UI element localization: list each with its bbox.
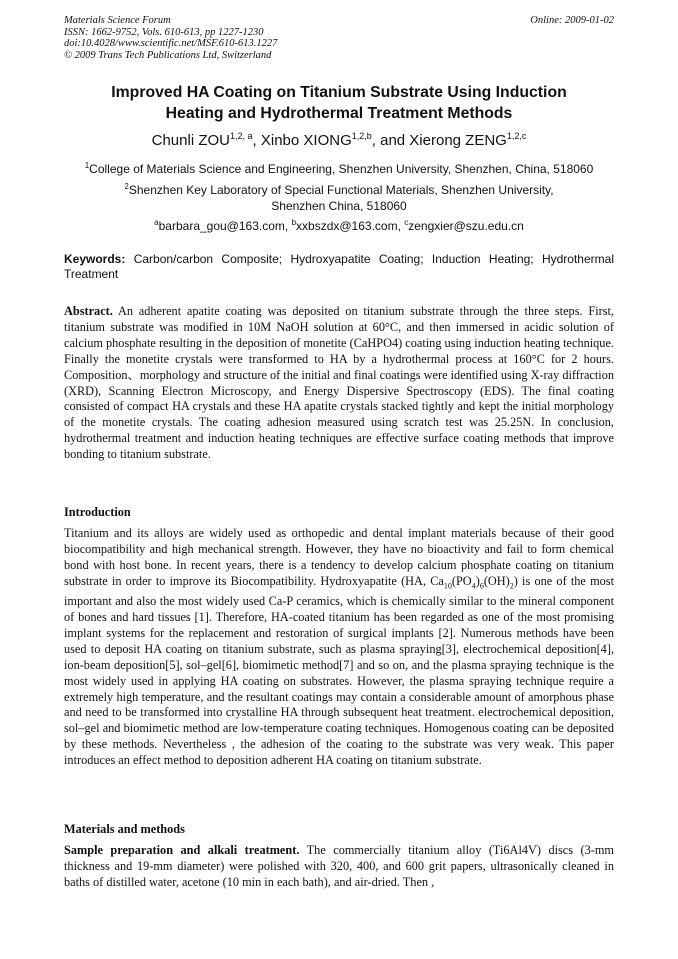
intro-text: (OH) — [483, 573, 510, 588]
journal-header — [64, 15, 614, 61]
affiliation-1-mark: 1 — [84, 161, 90, 170]
journal-name: Materials Science Forum — [64, 15, 171, 26]
author-1: Chunli ZOU — [151, 132, 230, 149]
author-separator: , — [371, 132, 381, 149]
abstract — [64, 304, 614, 463]
doi-line: doi:10.4028/www.scientific.net/MSF.610-613.1227 — [64, 38, 278, 50]
title-line-2: Heating and Hydrothermal Treatment Methods — [165, 105, 513, 122]
paper-title — [64, 82, 614, 124]
materials-subheading: Sample preparation and alkali treatment. — [64, 843, 300, 857]
author-3: and Xierong ZENG — [380, 132, 507, 149]
affiliation-2-line-1: Shenzhen Key Laboratory of Special Functional Materials, Shenzhen University, — [128, 183, 554, 197]
materials-heading: Materials and methods — [64, 822, 185, 836]
formula-subscript: 2 — [509, 581, 514, 591]
abstract-text: An adherent apatite coating was deposited on titanium substrate through the three steps. First, titanium substrate was modified in 10M NaOH solution at 60°C, and then immersed in acidic solution of calcium phosphate resulting in the deposition of monetite (CaHPO4) coating using induction heating technique. Finally the monetite crystals were transformed to HA by a hydrothermal process at 160°C for 2 hours. Composition、morphology and structure of the initial and final coatings were identified using X-ray diffraction (XRD), Scanning Electron Microscopy, and Energy Dispersive Spectroscopy (EDS). The final coating consisted of compact HA crystals and these HA apatite crystals stacked tightly and kept the initial morphology of the monetite crystals. The coating adhesion measured using scratch test was 25.25N. In conclusion, hydrothermal treatment and induction heating techniques are effective surface coating methods that improve bonding to titanium substrate. — [64, 304, 614, 462]
intro-text: ) — [475, 573, 480, 588]
author-1-affil: 1,2, a — [229, 131, 253, 141]
author-list — [64, 131, 614, 149]
email-b: xxbszdx@163.com, — [296, 219, 405, 233]
email-a: barbara_gou@163.com, — [158, 219, 292, 233]
author-2: Xinbo XIONG — [260, 132, 352, 149]
formula-subscript: 10 — [443, 581, 452, 591]
author-2-affil: 1,2,b — [351, 131, 372, 141]
intro-text: (PO — [451, 573, 472, 588]
formula-subscript: 4 — [471, 581, 476, 591]
intro-text: ) is one of the most important and also the most widely used Ca-P ceramics, which is chemically similar to the mineral component of bones and hard tissues [1]. Therefore, HA-coated titanium has been regarded as one of the most promising implant systems for the replacement and restoration of surgical implants [2]. Numerous methods have been used to deposit HA coating on titanium substrate, such as plasma spraying[3], electrochemical deposition[4], ion-beam deposition[5], sol–gel[6], biomimetic method[7] and so on, and the plasma spraying technique is the most widely used in applying HA coating on substrates. However, the plasma spraying technique require a extremely high temperature, and the resultant coatings may contain a considerable amount of amorphous phase and need to be transformed into crystalline HA through subsequent heat treatment. electrochemical deposition, sol–gel and biomimetic method are low-temperature coating techniques. Homogenous coating can be deposited by these methods. Nevertheless , the adhesion of the coating to the substrate was very weak. This paper introduces an effect method to deposition adherent HA coating on titanium substrate. — [64, 573, 614, 768]
affiliation-1-text: College of Materials Science and Engineering, Shenzhen University, Shenzhen, China, 518060 — [89, 162, 594, 176]
email-c-mark: c — [404, 218, 409, 227]
affiliation-2-mark: 2 — [124, 182, 129, 191]
author-separator: , — [252, 132, 261, 149]
online-date: Online: 2009-01-02 — [530, 15, 614, 26]
introduction-heading: Introduction — [64, 505, 131, 519]
abstract-label: Abstract. — [64, 304, 113, 318]
title-line-1: Improved HA Coating on Titanium Substrate Using Induction — [111, 84, 567, 101]
materials-text: The commercially titanium alloy (Ti6Al4V) discs (3-mm thickness and 19-mm diameter) were polished with 320, 400, and 600 grit papers, ultrasonically cleaned in baths of distilled water, acetone (10 min in each bath), and air-dried. Then , — [64, 843, 614, 889]
email-a-mark: a — [154, 218, 159, 227]
affiliation-2 — [64, 179, 614, 214]
introduction-body — [64, 526, 614, 769]
formula-subscript: 6 — [479, 581, 484, 591]
email-b-mark: b — [291, 218, 297, 227]
email-c: zengxier@szu.edu.cn — [408, 219, 524, 233]
keywords-label: Keywords: — [64, 252, 126, 266]
intro-text: Titanium and its alloys are widely used as orthopedic and dental implant materials because of their good biocompatibility and high mechanical strength. However, they have no bioactivity and fail to form chemical bond with host bone. In recent years, there is a tendency to develop calcium phosphate coating on titanium substrate in order to improve its Biocompatibility. Hydroxyapatite (HA, Ca — [64, 526, 614, 588]
keywords-text: Carbon/carbon Composite; Hydroxyapatite Coating; Induction Heating; Hydrothermal Treatment — [64, 252, 614, 281]
email-list — [64, 215, 614, 234]
materials-body — [64, 843, 614, 891]
affiliation-1 — [64, 158, 614, 177]
affiliation-2-line-2: Shenzhen China, 518060 — [271, 199, 407, 213]
author-3-affil: 1,2,c — [506, 131, 527, 141]
issn-line: ISSN: 1662-9752, Vols. 610-613, pp 1227-1230 — [64, 26, 264, 38]
copyright-line: © 2009 Trans Tech Publications Ltd, Switzerland — [64, 49, 272, 61]
keywords — [64, 252, 614, 281]
